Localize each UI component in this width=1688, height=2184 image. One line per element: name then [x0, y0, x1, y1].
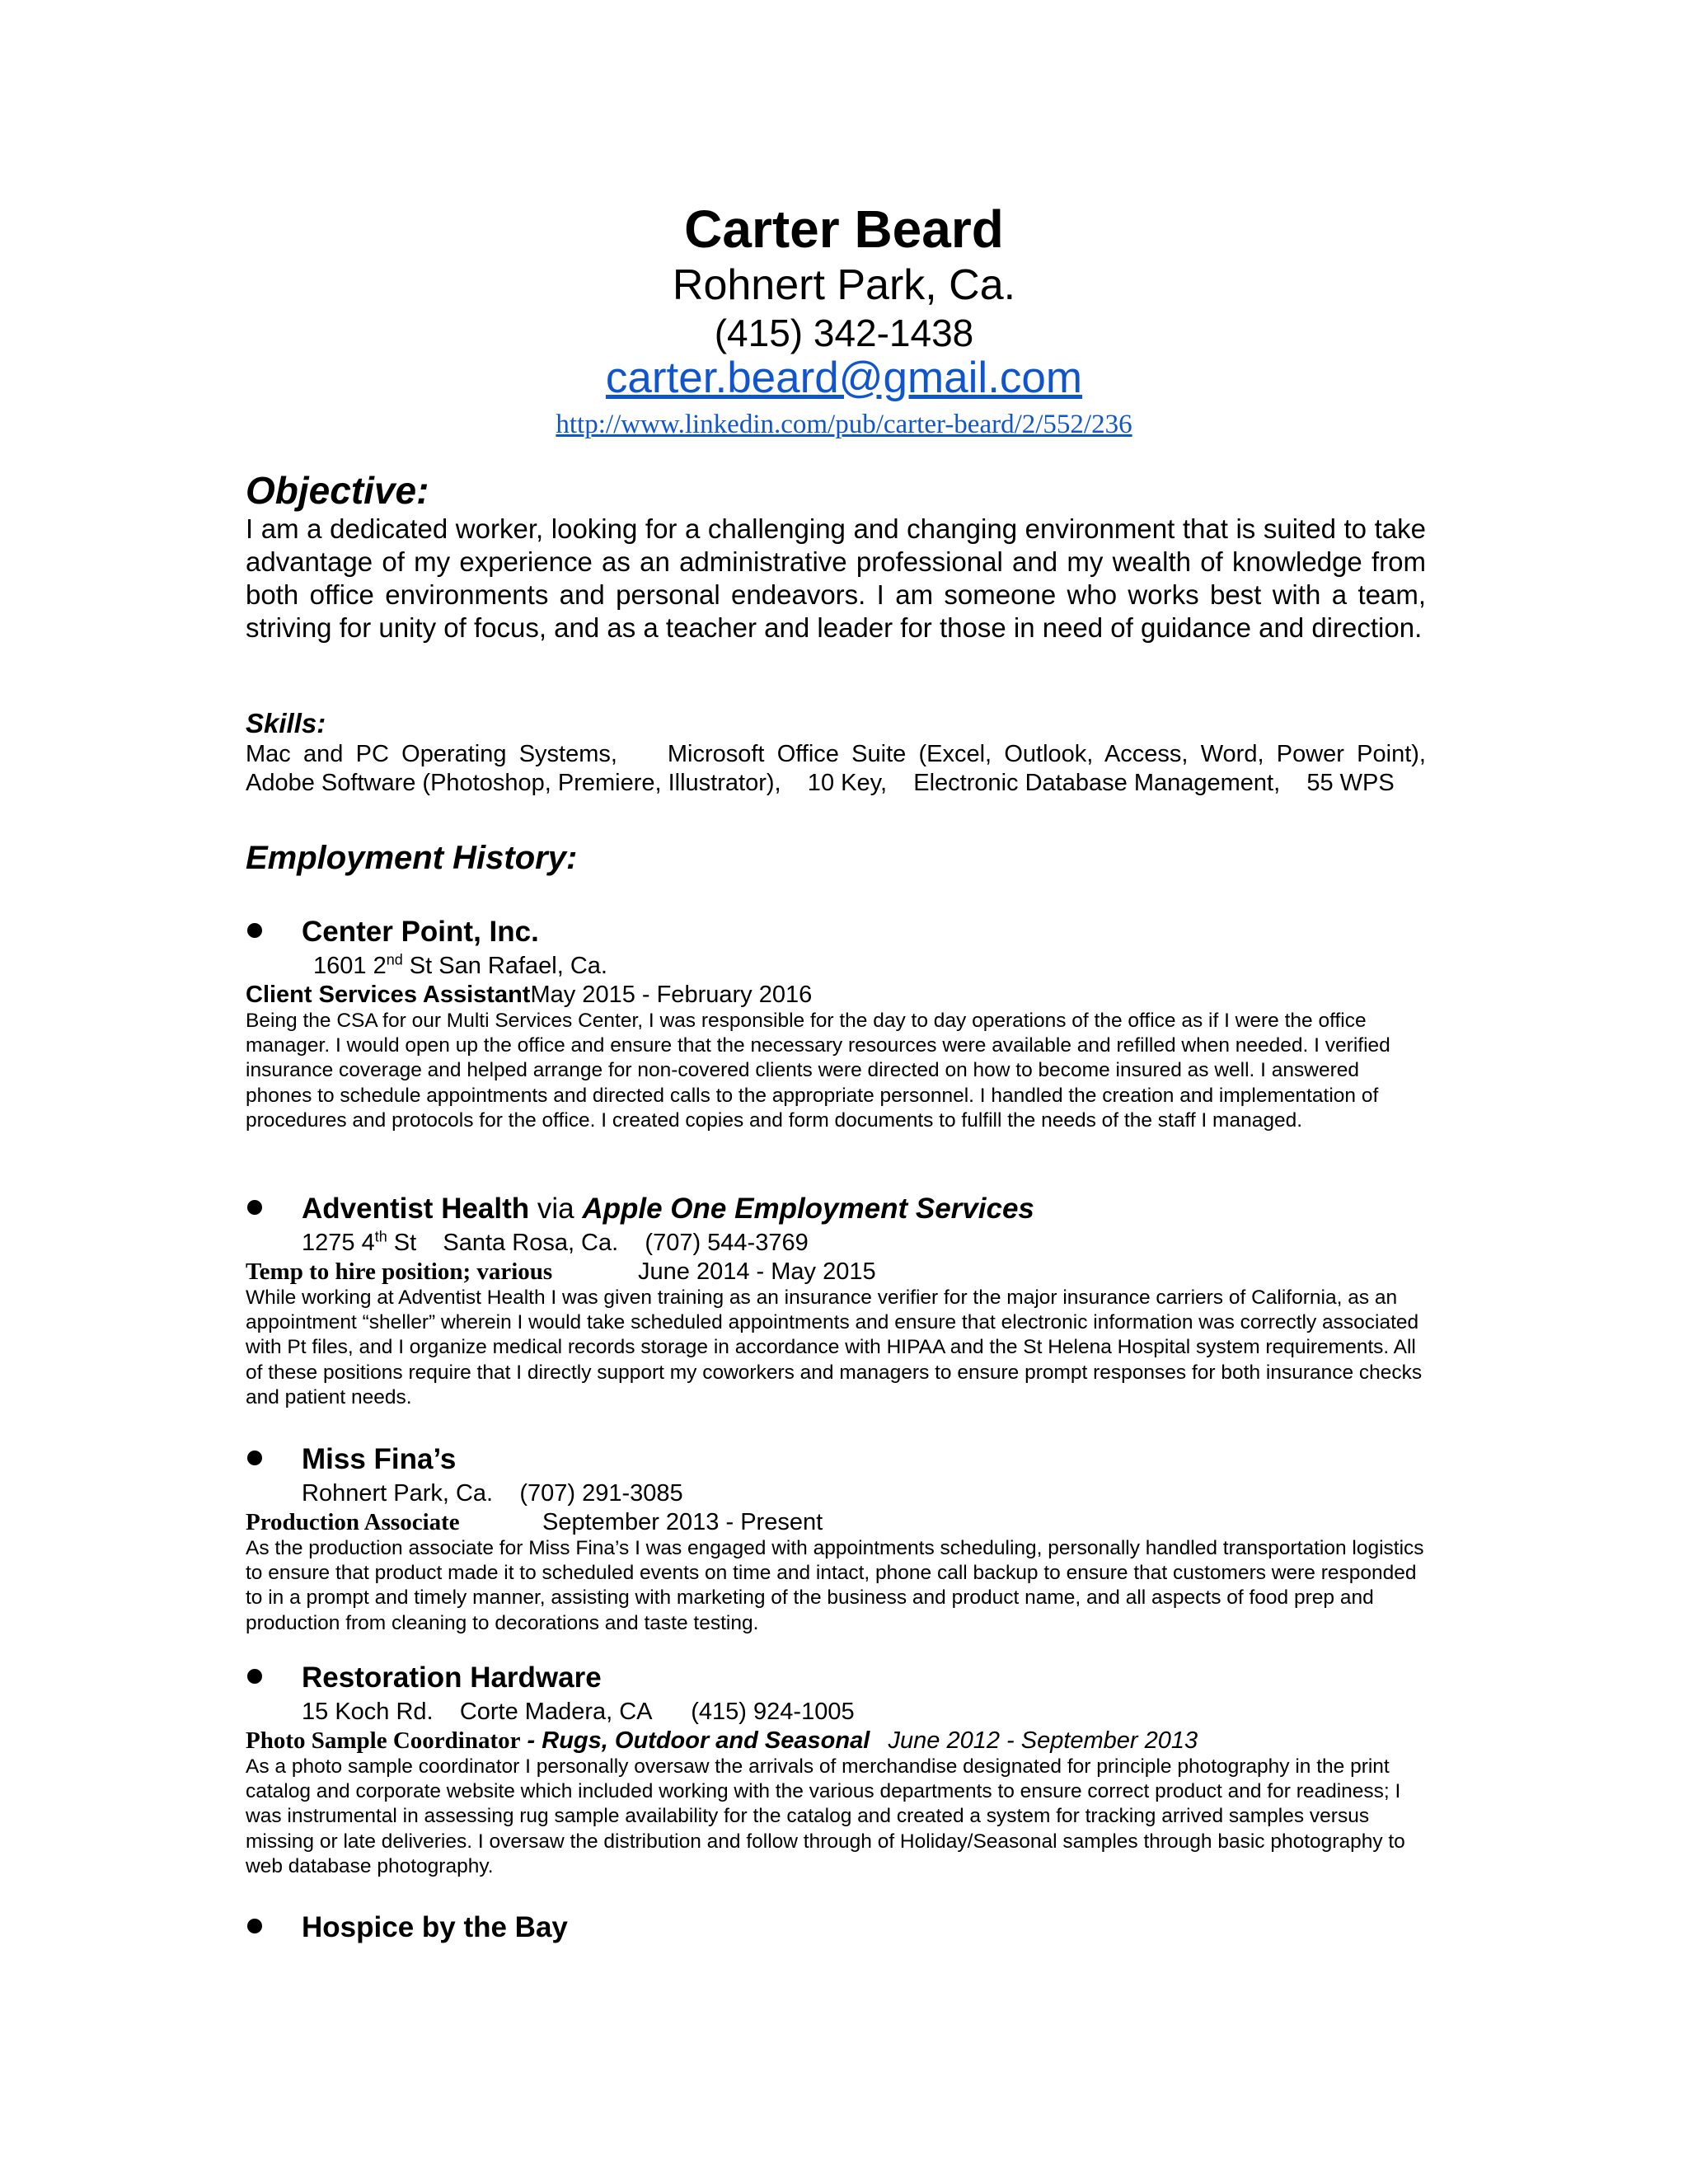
job-header — [246, 1441, 1432, 1479]
job-dates: June 2014 - May 2015 — [638, 1258, 876, 1285]
company-name: Hospice by the Bay — [302, 1911, 568, 1943]
role-line — [246, 1508, 1432, 1536]
role-line — [246, 1727, 1432, 1755]
skills-text — [246, 740, 1426, 798]
job-entry-center-point — [246, 913, 1432, 1133]
bullet-icon — [247, 1200, 262, 1215]
job-entry-miss-finas — [246, 1441, 1432, 1636]
email-link[interactable]: carter.beard@gmail.com — [605, 354, 1083, 402]
bullet-icon — [247, 1919, 262, 1933]
job-entry-hospice-by-the-bay — [246, 1909, 1432, 1947]
job-description: As a photo sample coordinator I personally oversaw the arrivals of merchandise designated for principle photography in the print catalog and corporate website which included working with the various departments to ensure correct product and for readiness; I was instrumental in assessing rug sample availability for the catalog and created a system for tracking arrived samples versus missing or late deliveries. I oversaw the distribution and follow through of Holiday/Seasonal samples through basic photography to web database photography. — [246, 1755, 1405, 1877]
job-title: Client Services Assistant — [246, 982, 531, 1008]
bullet-icon — [247, 923, 262, 938]
skills-line: Adobe Software (Photoshop, Premiere, Illustrator), 10 Key, Electronic Database Management, 55 WPS — [246, 770, 1395, 796]
job-department: - Rugs, Outdoor and Seasonal — [520, 1727, 870, 1754]
job-title: Temp to hire position; various — [246, 1258, 553, 1285]
job-dates: May 2015 - February 2016 — [530, 982, 813, 1008]
company-name: Miss Fina’s — [302, 1443, 457, 1475]
objective-heading: Objective: — [246, 469, 429, 512]
employment-heading: Employment History: — [246, 840, 578, 876]
company-name: Restoration Hardware — [302, 1661, 602, 1694]
job-title: Photo Sample Coordinator — [246, 1727, 521, 1754]
job-entry-restoration-hardware — [246, 1659, 1432, 1879]
job-header — [246, 1909, 1432, 1947]
role-line — [246, 981, 1432, 1009]
skills-heading: Skills: — [246, 708, 326, 738]
company-address: Rohnert Park, Ca. (707) 291-3085 — [302, 1480, 683, 1507]
job-title: Production Associate — [246, 1509, 460, 1535]
job-dates: June 2012 - September 2013 — [888, 1727, 1198, 1754]
candidate-location: Rohnert Park, Ca. — [672, 261, 1016, 309]
bullet-icon — [247, 1669, 262, 1684]
linkedin-link[interactable]: http://www.linkedin.com/pub/carter-beard/2/552/236 — [556, 410, 1132, 439]
company-address: 1275 4th St Santa Rosa, Ca. (707) 544-3769 — [302, 1228, 809, 1256]
objective-text: I am a dedicated worker, looking for a challenging and changing environment that is suited to take advantage of my experience as an administrative professional and my wealth of knowledge from both office environments and personal endeavors. I am someone who works best with a team, striving for unity of focus, and as a teacher and leader for those in need of guidance and direction. — [246, 513, 1426, 643]
candidate-name: Carter Beard — [684, 199, 1004, 259]
job-dates: September 2013 - Present — [542, 1509, 823, 1535]
company-address: 15 Koch Rd. Corte Madera, CA (415) 924-1005 — [302, 1699, 855, 1725]
job-header — [246, 913, 1432, 951]
role-line — [246, 1258, 1432, 1286]
job-entry-adventist-health — [246, 1190, 1432, 1410]
job-description: As the production associate for Miss Fina’s I was engaged with appointments scheduling, personally handled transportation logistics to ensure that product made it to scheduled events on time and intact, phone call backup to ensure that customers were responded to in a prompt and timely manner, assisting with marketing of the business and product name, and all aspects of food prep and production from cleaning to decorations and taste testing. — [246, 1537, 1424, 1634]
bullet-icon — [247, 1451, 262, 1465]
job-description: Being the CSA for our Multi Services Center, I was responsible for the day to day operations of the office as if I were the office manager. I would open up the office and ensure that the necessary resources were available and refilled when needed. I verified insurance coverage and helped arrange for non-covered clients were directed on how to become insured as well. I answered phones to schedule appointments and directed calls to the appropriate personnel. I handled the creation and implementation of procedures and protocols for the office. I created copies and form documents to fulfill the needs of the staff I managed. — [246, 1010, 1390, 1132]
company-name: Center Point, Inc. — [302, 916, 539, 948]
candidate-phone: (415) 342-1438 — [714, 312, 974, 354]
job-header — [246, 1190, 1432, 1228]
company-name: Adventist Health via Apple One Employment Services — [302, 1193, 1034, 1225]
company-address: 1601 2nd St San Rafael, Ca. — [313, 951, 607, 979]
job-description: While working at Adventist Health I was given training as an insurance verifier for the major insurance carriers of California, as an appointment “sheller” wherein I would take scheduled appointments and ensure that electronic information was correctly associated with Pt files, and I organize medical records storage in accordance with HIPAA and the St Helena Hospital system requirements. All of these positions require that I directly support my coworkers and managers to ensure prompt responses for both insurance checks and patient needs. — [246, 1286, 1423, 1408]
job-header — [246, 1659, 1432, 1697]
skills-line: Mac and PC Operating Systems, Microsoft Office Suite (Excel, Outlook, Access, Word, Power Point), — [246, 741, 1426, 767]
